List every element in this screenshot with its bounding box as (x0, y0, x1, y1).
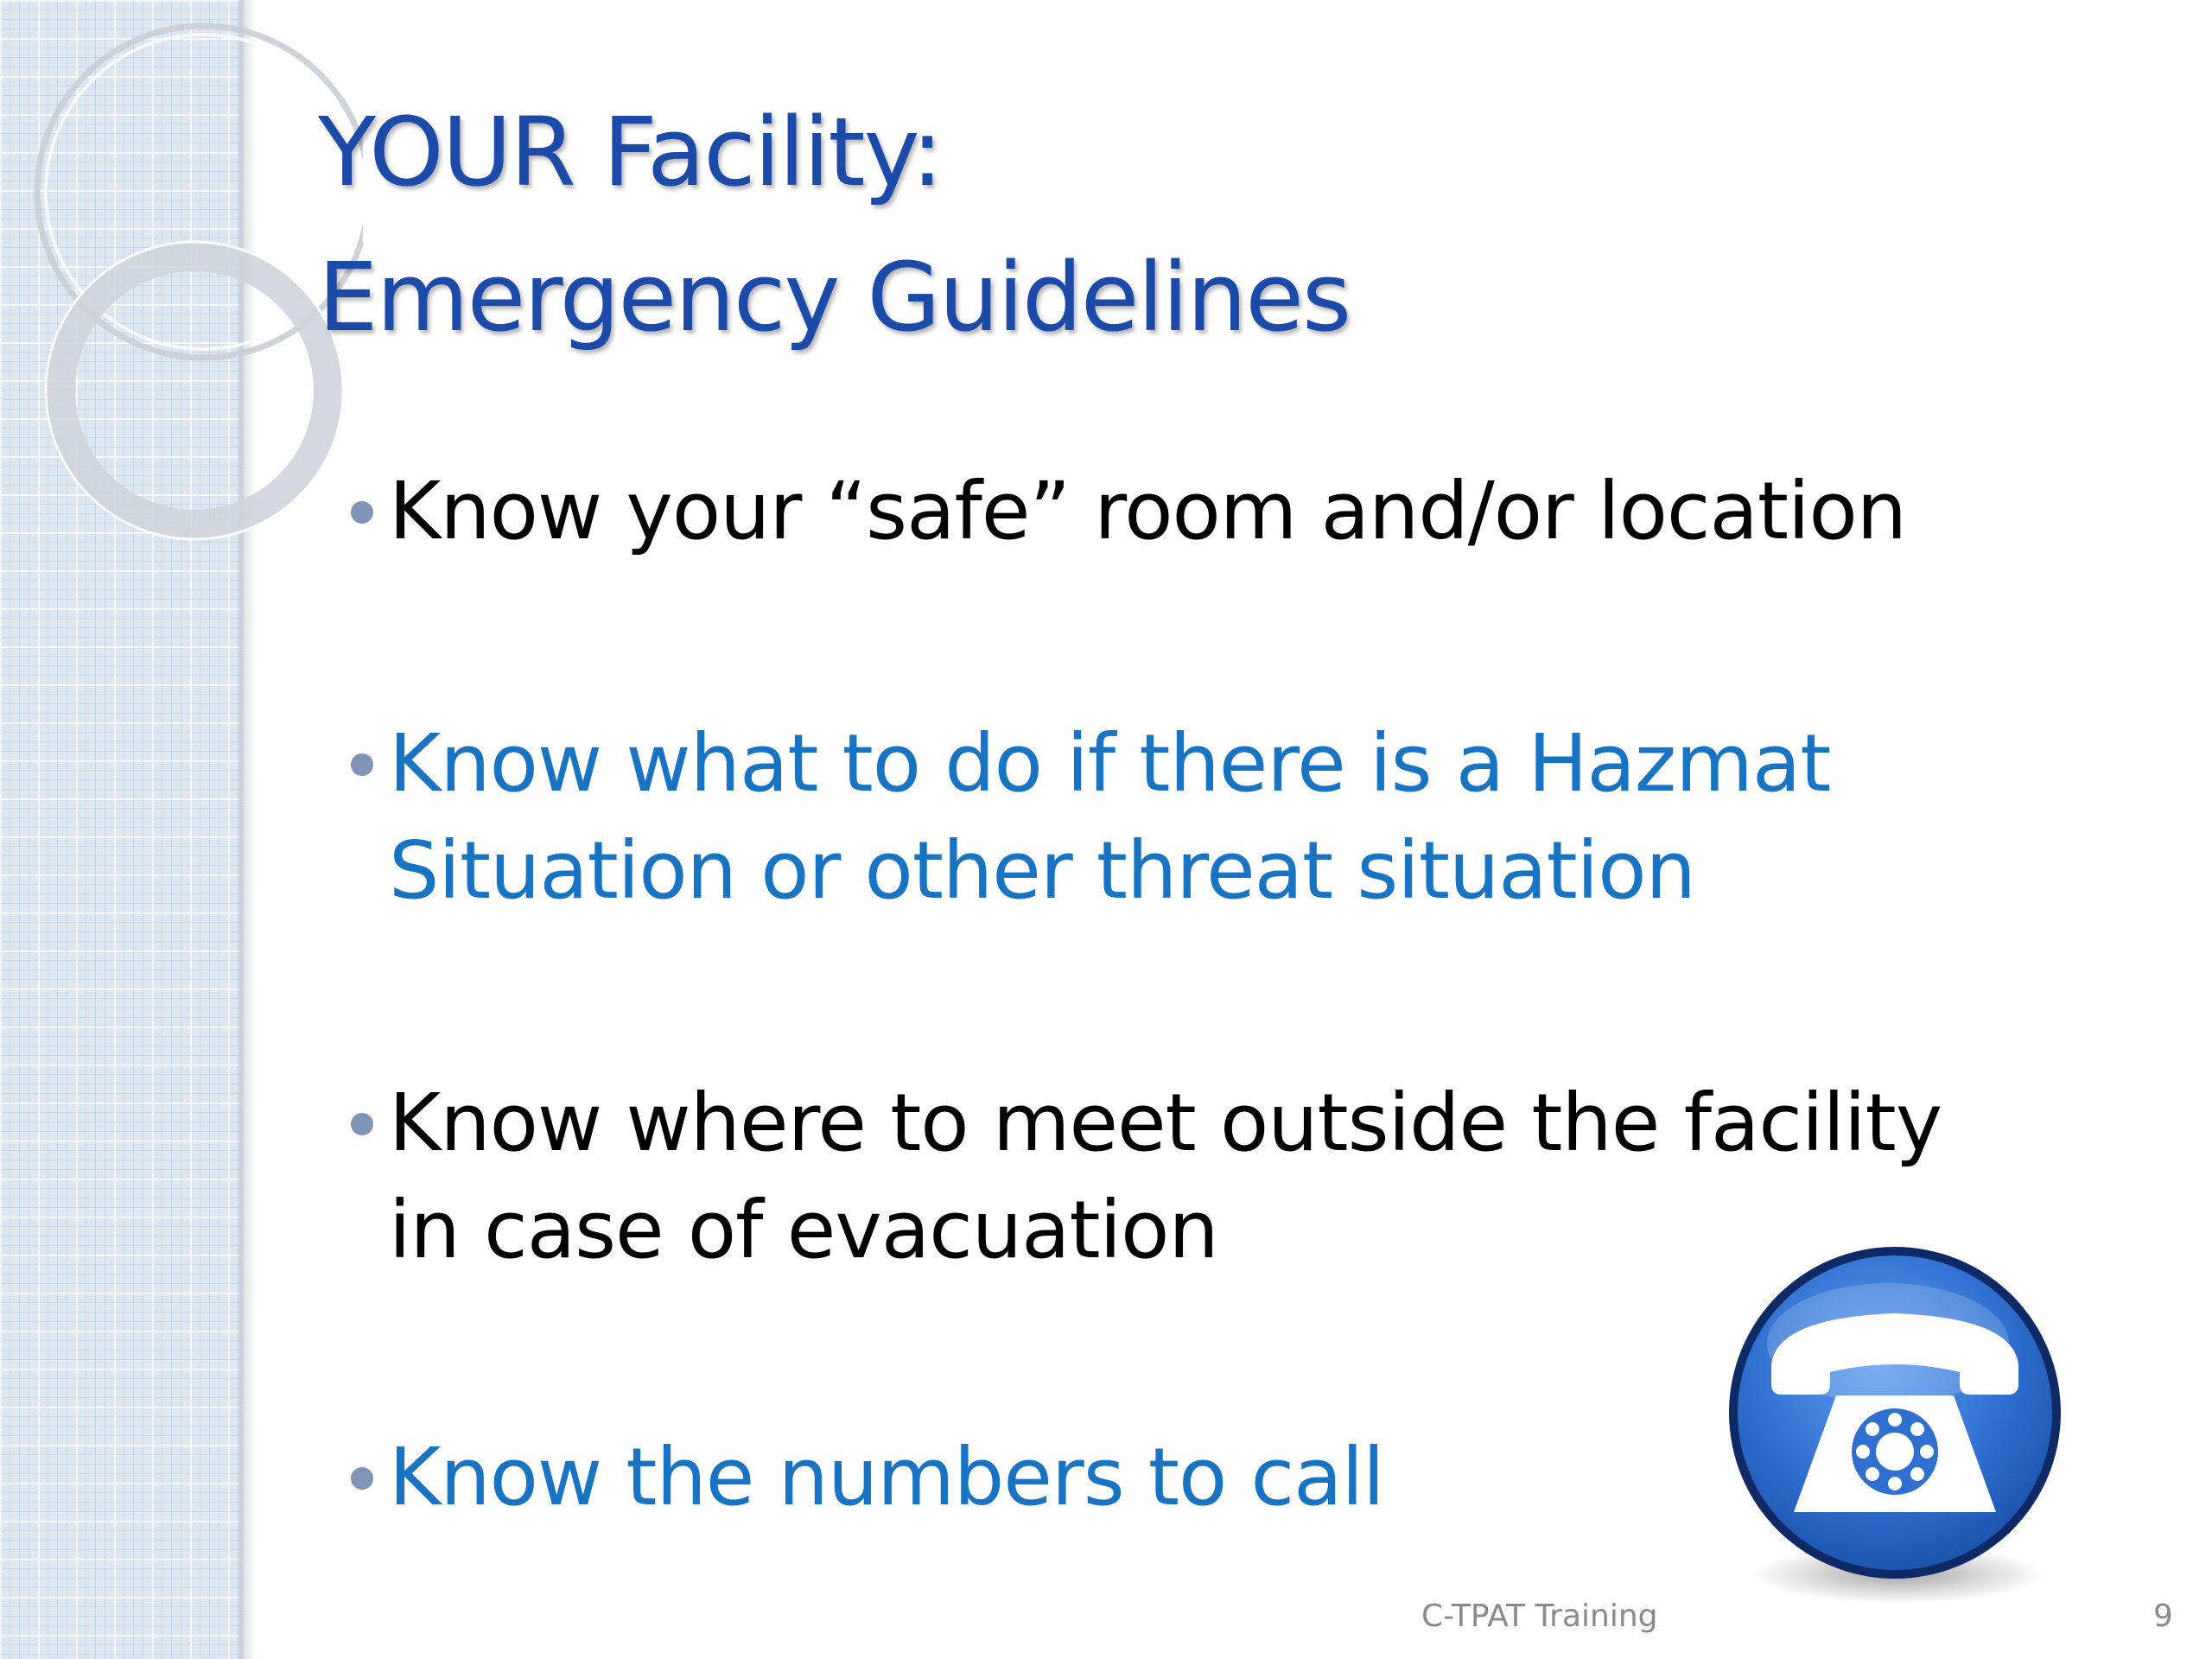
bullet-text: Know the numbers to call (389, 1431, 1384, 1523)
footer-label: C-TPAT Training (1421, 1599, 1658, 1634)
bullet-text-line-1: Know where to meet outside the facility (389, 1077, 1942, 1169)
bullet-dot-icon (351, 501, 373, 524)
title-line-1: YOUR Facility: (318, 97, 942, 207)
strip-shadow (244, 0, 256, 1659)
title-line-2: Emergency Guidelines (318, 242, 1351, 353)
page-number: 9 (2153, 1599, 2173, 1634)
bullet-dot-icon (351, 1467, 373, 1490)
bullet-dot-icon (351, 753, 373, 776)
bullet-text-line-1: Know what to do if there is a Hazmat (389, 717, 1831, 810)
telephone-icon (1707, 1236, 2087, 1616)
bullet-text-line-2: Situation or other threat situation (389, 824, 1695, 917)
bullet-item-safe-room (389, 458, 2126, 565)
decorative-grid-strip (0, 0, 244, 1659)
bullet-text-line-2: in case of evacuation (389, 1184, 1218, 1276)
bullet-text: Know your “safe” room and/or location (389, 465, 1907, 557)
bullet-dot-icon (351, 1113, 373, 1135)
slide-title (318, 79, 1350, 370)
bullet-item-hazmat (389, 710, 2126, 925)
